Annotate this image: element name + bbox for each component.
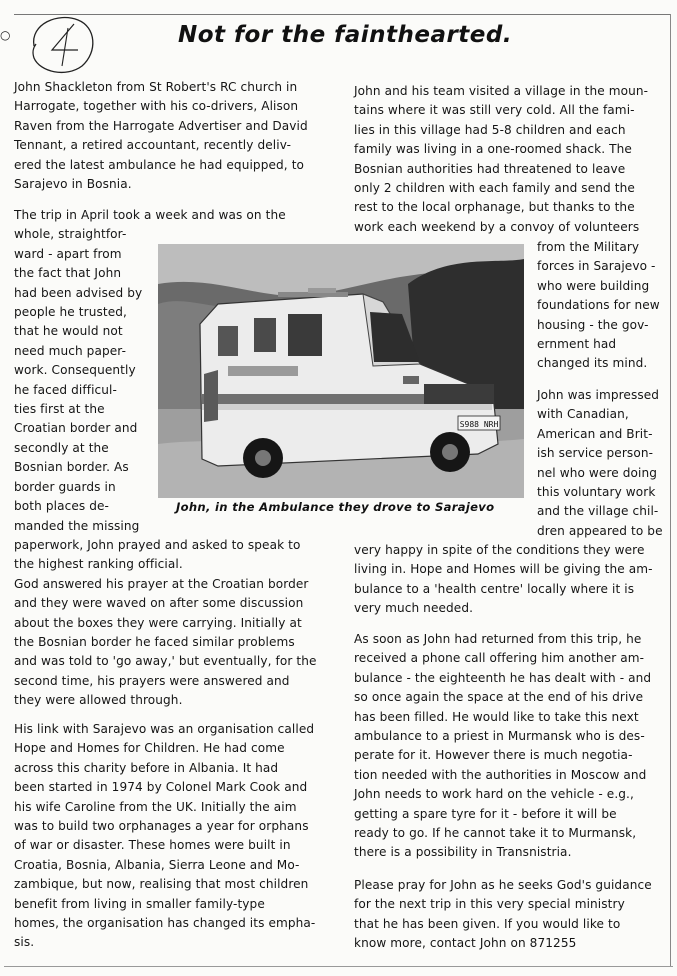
text-line: second time, his prayers were answered and	[14, 673, 290, 688]
text-line: both places de-	[14, 499, 109, 514]
text-line: Hope and Homes for Children. He had come	[14, 741, 285, 756]
text-line: ward - apart from	[14, 246, 122, 261]
article-title: Not for the fainthearted.	[178, 22, 513, 48]
text-line: lies in this village had 5-8 children and each	[354, 122, 626, 137]
text-line: dren appeared to be	[537, 523, 663, 538]
text-line: and was told to 'go away,' but eventually, for the	[14, 654, 317, 669]
text-line: work. Consequently	[14, 363, 136, 378]
text-line: border guards in	[14, 479, 116, 494]
handwritten-circle-mark	[22, 10, 102, 80]
text-line: paperwork, John prayed and asked to speak to	[14, 538, 301, 552]
text-line: they were allowed through.	[14, 693, 183, 708]
left-p3	[14, 720, 315, 953]
text-line: only 2 children with each family and send the	[354, 181, 635, 196]
text-line: that he has been given. If you would like to	[354, 916, 621, 931]
text-line: the highest ranking official.	[14, 557, 183, 572]
text-line: changed its mind.	[537, 356, 648, 371]
text-line: received a phone call offering him another am-	[354, 651, 645, 666]
text-line: living in. Hope and Homes will be giving the am-	[354, 562, 653, 577]
text-line: who were building	[537, 278, 650, 293]
text-line: forces in Sarajevo -	[537, 259, 656, 274]
text-line: John was impressed	[537, 388, 660, 402]
text-line: the Bosnian border he faced similar problems	[14, 635, 295, 650]
text-line: there is a possibility in Transnistria.	[354, 845, 572, 860]
text-line: nel who were doing	[537, 465, 658, 480]
text-line: secondly at the	[14, 440, 109, 455]
text-line: foundations for new	[537, 298, 660, 313]
text-line: housing - the gov-	[537, 317, 649, 332]
text-line: ish service person-	[537, 446, 654, 461]
text-line: Tennant, a retired accountant, recently deliv-	[14, 138, 292, 153]
text-line: Bosnian border. As	[14, 460, 129, 475]
text-line: The trip in April took a week and was on the	[14, 208, 286, 222]
text-line: homes, the organisation has changed its empha-	[14, 916, 316, 931]
text-line: was to build two orphanages a year for orphans	[14, 819, 309, 834]
text-line: for the next trip in this very special ministry	[354, 897, 625, 912]
text-line: manded the missing	[14, 518, 140, 533]
text-line: people he trusted,	[14, 305, 127, 320]
text-line: and they were waved on after some discussion	[14, 596, 304, 611]
text-line: getting a spare tyre for it - before it will be	[354, 806, 617, 821]
text-line: Harrogate, together with his co-drivers, Alison	[14, 99, 299, 114]
text-line: has been filled. He would like to take this next	[354, 709, 639, 724]
text-line: American and Brit-	[537, 426, 653, 441]
text-line: God answered his prayer at the Croatian border	[14, 576, 309, 591]
right-p3	[354, 630, 651, 863]
text-line: tion needed with the authorities in Moscow and	[354, 767, 647, 782]
text-line: that he would not	[14, 324, 123, 339]
right-p1-wrapped	[537, 238, 660, 374]
text-line: tains where it was still very cold. All the fami-	[354, 103, 635, 118]
text-line: family was living in a one-roomed shack. The	[354, 142, 632, 157]
text-line: the fact that John	[14, 266, 122, 281]
left-p2-continued	[14, 536, 317, 711]
text-line: Raven from the Harrogate Advertiser and David	[14, 118, 308, 133]
text-line: zambique, but now, realising that most children	[14, 877, 309, 892]
right-p2-wrapped	[537, 386, 663, 541]
text-line: Bosnian authorities had threatened to leave	[354, 161, 626, 176]
text-line: he faced difficul-	[14, 382, 117, 397]
text-line: very happy in spite of the conditions they were	[354, 543, 645, 557]
text-line: benefit from living in smaller family-type	[14, 896, 265, 911]
text-line: and the village chil-	[537, 504, 659, 519]
text-line: know more, contact John on 871255	[354, 936, 577, 951]
right-border	[670, 14, 671, 966]
text-line: ernment had	[537, 337, 617, 352]
text-line: As soon as John had returned from this trip, he	[354, 632, 642, 646]
text-line: John Shackleton from St Robert's RC church in	[14, 80, 298, 94]
text-line: His link with Sarajevo was an organisation called	[14, 722, 315, 736]
ambulance-photo	[158, 244, 524, 498]
text-line: this voluntary work	[537, 485, 656, 500]
text-line: Croatia, Bosnia, Albania, Sierra Leone and Mo-	[14, 857, 300, 872]
right-p4	[354, 876, 652, 954]
text-line: ered the latest ambulance he had equipped, to	[14, 157, 305, 172]
text-line: about the boxes they were carrying. Initially at	[14, 615, 302, 630]
text-line: so once again the space at the end of his drive	[354, 690, 644, 705]
text-line: bulance to a 'health centre' locally where it is	[354, 581, 635, 596]
text-line: ambulance to a priest in Murmansk who is des-	[354, 729, 645, 744]
text-line: from the Military	[537, 240, 640, 254]
right-p1	[354, 82, 648, 237]
text-line: John needs to work hard on the vehicle - e.g.,	[354, 787, 634, 802]
text-line: Sarajevo in Bosnia.	[14, 177, 132, 192]
photo-caption: John, in the Ambulance they drove to Sarajevo	[176, 500, 495, 514]
text-line: whole, straightfor-	[14, 227, 127, 242]
text-line: ties first at the	[14, 402, 105, 417]
text-line: very much needed.	[354, 601, 474, 616]
text-line: bulance - the eighteenth he has dealt with - and	[354, 670, 652, 685]
text-line: across this charity before in Albania. It had	[14, 760, 279, 775]
text-line: work each weekend by a convoy of volunteers	[354, 219, 640, 234]
text-line: John and his team visited a village in the moun-	[354, 84, 649, 98]
text-line: been started in 1974 by Colonel Mark Cook and	[14, 780, 308, 795]
text-line: of war or disaster. These homes were built in	[14, 838, 291, 853]
text-line: with Canadian,	[537, 407, 629, 422]
top-border	[14, 14, 671, 15]
text-line: perate for it. However there is much negotia-	[354, 748, 633, 763]
text-line: Croatian border and	[14, 421, 138, 436]
text-line: his wife Caroline from the UK. Initially the aim	[14, 799, 297, 814]
right-p2-continued	[354, 541, 653, 619]
text-line: rest to the local orphanage, but thanks to the	[354, 200, 635, 215]
text-line: ready to go. If he cannot take it to Murmansk,	[354, 826, 637, 841]
text-line: sis.	[14, 935, 35, 950]
bottom-border	[4, 966, 673, 967]
left-p1	[14, 78, 308, 194]
number-plate: S988 NRH	[459, 420, 499, 429]
text-line: need much paper-	[14, 343, 127, 358]
text-line: Please pray for John as he seeks God's guidance	[354, 878, 652, 892]
corner-circle-mark: ○	[0, 28, 11, 42]
text-line: had been advised by	[14, 285, 143, 300]
